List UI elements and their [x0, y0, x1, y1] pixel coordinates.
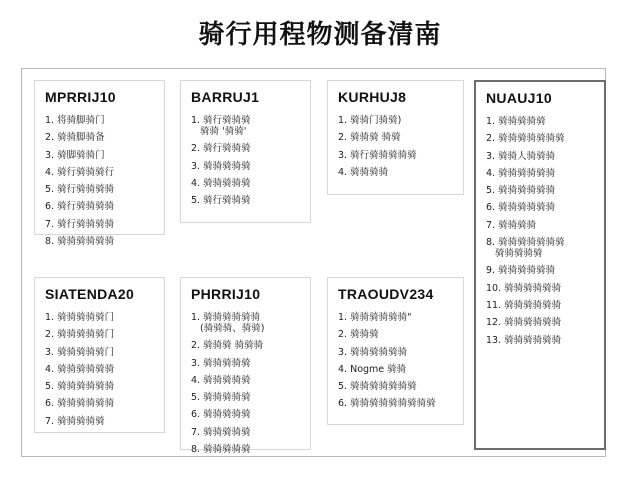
checklist-card: [180, 277, 311, 456]
list-item: 1. 骑骑骑骑骑门: [45, 312, 115, 323]
list-item: 7. 骑骑骑骑骑: [45, 415, 105, 427]
checklist-card: [34, 277, 165, 433]
card-title: TRAOUDV234: [338, 286, 434, 302]
list-item: 4. Nogme 骑骑: [338, 363, 407, 375]
list-item: 2. 骑行骑骑骑: [191, 143, 251, 155]
list-item: 3. 骑骑骑骑骑门: [45, 346, 115, 358]
list-item: 12. 骑骑骑骑骑骑: [486, 317, 562, 329]
list-item: 7. 骑行骑骑骑骑: [45, 218, 115, 230]
list-item: 5. 骑行骑骑骑骑: [45, 184, 115, 196]
list-item: 13. 骑骑骑骑骑骑: [486, 334, 562, 346]
card-title: SIATENDA20: [45, 286, 135, 302]
list-item: 2. 骑骑骑骑骑骑骑: [486, 133, 565, 145]
list-item: 3. 骑骑骑骑骑: [191, 160, 251, 172]
item-list: [35, 115, 164, 247]
list-item: 1. 骑行骑骑骑 骑骑 '骑骑': [191, 115, 251, 137]
checklist-card: [180, 80, 311, 223]
checklist-card: [327, 80, 464, 195]
list-item: 4. 骑骑骑骑骑骑: [486, 167, 556, 179]
list-item: 5. 骑骑骑骑骑骑: [45, 381, 115, 393]
list-item: 6. 骑骑骑骑骑: [191, 409, 251, 421]
list-item: 7. 骑骑骑骑骑: [191, 426, 251, 438]
checklist-card: [327, 277, 464, 425]
list-item: 6. 骑骑骑骑骑骑: [45, 398, 115, 410]
list-item: 2. 骑骑骑骑骑门: [45, 329, 115, 341]
list-item: 4. 骑骑骑骑骑: [191, 177, 251, 189]
list-item: 2. 骑骑骑 骑骑: [338, 132, 401, 144]
list-item: 3. 骑脚骑骑门: [45, 149, 105, 161]
item-list: [181, 115, 310, 206]
card-title: PHRRIJ10: [191, 286, 261, 302]
list-item: 4. 骑骑骑骑骑: [191, 374, 251, 386]
list-item: 4. 骑骑骑骑: [338, 166, 389, 178]
list-item: 8. 骑骑骑骑骑骑骑 骑骑骑骑骑: [486, 237, 565, 260]
item-list: [476, 116, 604, 346]
list-item: 3. 骑骑人骑骑骑: [486, 150, 556, 162]
card-title: KURHUJ8: [338, 89, 407, 105]
card-title: NUAUJ10: [486, 90, 552, 106]
list-item: 1. 骑骑骑骑骑骑": [338, 312, 412, 323]
checklist-card: [34, 80, 165, 248]
checklist-card: [474, 80, 606, 450]
list-item: 11. 骑骑骑骑骑骑: [486, 299, 562, 311]
list-item: 1. 骑骑骑骑骑: [486, 116, 546, 127]
list-item: 3. 骑骑骑骑骑骑: [338, 346, 408, 358]
list-item: 3. 骑骑骑骑骑: [191, 357, 251, 369]
item-list: [181, 312, 310, 455]
list-item: 4. 骑行骑骑骑行: [45, 166, 115, 178]
list-item: 1. 骑骑骑骑骑骑 (骑骑骑、骑骑): [191, 312, 265, 334]
page-title: 骑行用程物测备清南: [198, 20, 442, 50]
list-item: 4. 骑骑骑骑骑骑: [45, 363, 115, 375]
list-item: 2. 骑骑骑 骑骑骑: [191, 340, 264, 352]
list-item: 5. 骑行骑骑骑: [191, 195, 251, 207]
list-item: 8. 骑骑骑骑骑骑: [45, 236, 115, 248]
list-item: 10. 骑骑骑骑骑骑: [486, 282, 562, 294]
list-item: 2. 骑骑脚骑备: [45, 132, 105, 144]
list-item: 6. 骑骑骑骑骑骑: [486, 202, 556, 214]
item-list: [35, 312, 164, 427]
list-item: 6. 骑行骑骑骑骑: [45, 201, 115, 213]
list-item: 1. 将骑脚骑门: [45, 115, 105, 126]
list-item: 5. 骑骑骑骑骑: [191, 392, 251, 404]
list-item: 1. 骑骑门骑骑): [338, 115, 402, 126]
list-item: 2. 骑骑骑: [338, 329, 379, 341]
list-item: 6. 骑骑骑骑骑骑骑骑骑: [338, 398, 436, 410]
list-item: 5. 骑骑骑骑骑骑: [486, 185, 556, 197]
item-list: [328, 312, 463, 409]
item-list: [328, 115, 463, 178]
list-item: 3. 骑行骑骑骑骑骑: [338, 149, 417, 161]
list-item: 5. 骑骑骑骑骑骑骑: [338, 381, 417, 393]
card-title: MPRRIJ10: [45, 89, 116, 105]
list-item: 9. 骑骑骑骑骑骑: [486, 265, 556, 277]
list-item: 7. 骑骑骑骑: [486, 219, 537, 231]
card-title: BARRUJ1: [191, 89, 260, 105]
list-item: 8. 骑骑骑骑骑: [191, 444, 251, 456]
